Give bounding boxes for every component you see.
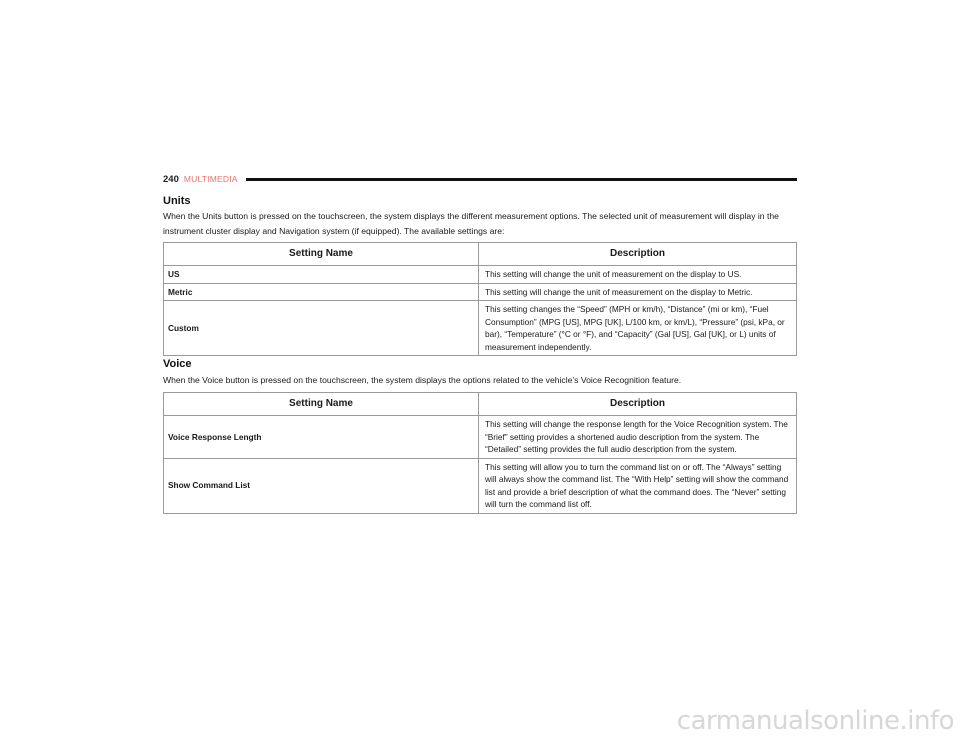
table-header-row — [164, 243, 797, 266]
table-row — [164, 458, 797, 513]
setting-description: This setting will change the response length for the Voice Recognition system. The “Brief” setting provides a shortened audio description from the system. The “Detailed” setting provides the full audio description from the system. — [479, 416, 797, 459]
setting-description: This setting will allow you to turn the command list on or off. The “Always” setting will always show the command list. The “With Help” setting will show the command list and provide a brief description of what the command does. The “Never” setting will turn the command list off. — [479, 458, 797, 513]
voice-heading: Voice — [163, 358, 192, 370]
setting-name: Metric — [164, 283, 479, 301]
table-row — [164, 416, 797, 459]
column-header-setting-name: Setting Name — [164, 243, 479, 266]
site-watermark: carmanualsonline.info — [676, 706, 954, 736]
units-table — [163, 242, 797, 356]
page-number: 240 — [163, 173, 179, 185]
voice-table — [163, 392, 797, 514]
setting-description: This setting will change the unit of measurement on the display to US. — [479, 266, 797, 284]
setting-name: Voice Response Length — [164, 416, 479, 459]
units-intro: When the Units button is pressed on the touchscreen, the system displays the different measurement options. The selected unit of measurement will display in the instrument cluster display and Navigation system (if equipped). The available settings are: — [163, 211, 779, 236]
column-header-setting-name: Setting Name — [164, 393, 479, 416]
setting-description: This setting will change the unit of measurement on the display to Metric. — [479, 283, 797, 301]
table-row — [164, 283, 797, 301]
column-header-description: Description — [479, 243, 797, 266]
table-row — [164, 266, 797, 284]
setting-name: Show Command List — [164, 458, 479, 513]
table-row — [164, 301, 797, 356]
section-title: MULTIMEDIA — [183, 174, 238, 184]
column-header-description: Description — [479, 393, 797, 416]
setting-name: Custom — [164, 301, 479, 356]
setting-description: This setting changes the “Speed” (MPH or km/h), “Distance” (mi or km), “Fuel Consumption” (MPG [US], MPG [UK], L/100 km, or km/L), “Pressure” (psi, kPa, or bar), “Temperature” (°C or °F), and “Capacity” (Gal [US], Gal [UK], or L) units of measurement independently. — [479, 301, 797, 356]
page-header — [163, 172, 797, 186]
header-rule — [246, 178, 797, 181]
table-header-row — [164, 393, 797, 416]
units-heading: Units — [163, 195, 191, 207]
voice-intro: When the Voice button is pressed on the touchscreen, the system displays the options related to the vehicle’s Voice Recognition feature. — [163, 375, 682, 385]
setting-name: US — [164, 266, 479, 284]
